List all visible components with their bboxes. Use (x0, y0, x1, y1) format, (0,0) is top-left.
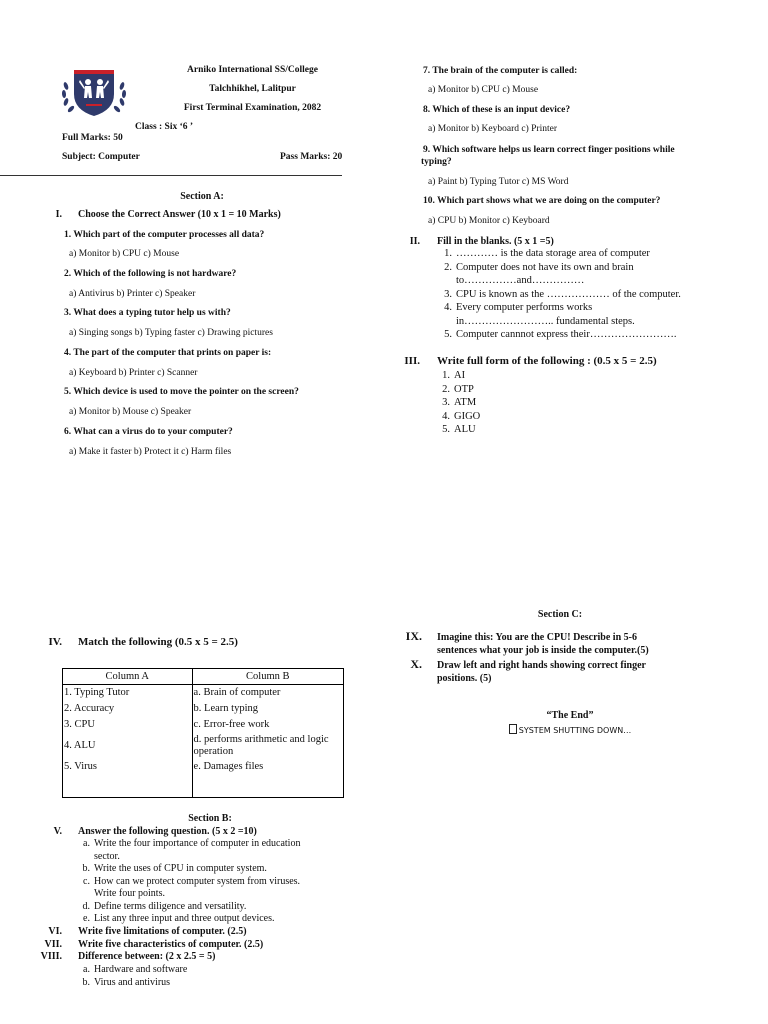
mcq-8-options: a) Monitor b) Keyboard c) Printer (428, 124, 558, 134)
header-divider (0, 175, 342, 176)
list-item: c. How can we protect computer system from viruses. Write four points. (83, 875, 301, 899)
shutdown-line: SYSTEM SHUTTING DOWN… (470, 724, 670, 735)
table-row (63, 685, 344, 701)
question-3-number: III. (404, 355, 420, 367)
pass-marks: Pass Marks: 20 (280, 152, 343, 162)
list-item: b. Virus and antivirus (82, 976, 171, 988)
question-10-text: Draw left and right hands showing correct finger positions. (5) (437, 660, 646, 684)
list-item: b. Write the uses of CPU in computer system. (82, 863, 267, 874)
mcq-9-options: a) Paint b) Typing Tutor c) MS Word (428, 177, 569, 187)
mcq-9-question-cont: typing? (421, 157, 452, 167)
mcq-5-question: 5. Which device is used to move the pointer on the screen? (64, 387, 299, 397)
mcq-10-question: 10. Which part shows what we are doing on the computer? (423, 196, 661, 206)
full-form-item: 4. GIGO (442, 410, 481, 422)
column-b-cell: c. Error-free work (192, 717, 343, 733)
the-end: “The End” (546, 710, 594, 721)
mcq-6-options: a) Make it faster b) Protect it c) Harm files (69, 447, 232, 457)
table-row (63, 717, 344, 733)
table-row-empty (63, 775, 344, 798)
table-row (63, 759, 344, 775)
question-8-number: VIII. (40, 951, 62, 962)
column-a-cell: 5. Virus (63, 759, 193, 775)
fill-blank-item: 5. Computer cannnot express their……………………. (444, 329, 677, 340)
mcq-4-question: 4. The part of the computer that prints on paper is: (64, 348, 272, 358)
full-form-item: 1. AI (442, 370, 466, 381)
mcq-1-options: a) Monitor b) CPU c) Mouse (69, 249, 180, 259)
column-b-cell: a. Brain of computer (192, 685, 343, 701)
exam-title: First Terminal Examination, 2082 (183, 103, 322, 113)
mcq-7-options: a) Monitor b) CPU c) Mouse (428, 85, 539, 95)
answer-questions-list (82, 838, 344, 926)
question-3-title: Write full form of the following : (0.5 x 5 = 2.5) (437, 355, 657, 367)
full-form-item: 5. ALU (442, 424, 476, 435)
subject-label: Subject: Computer (62, 152, 140, 162)
fill-blank-item: 1. ………… is the data storage area of computer (444, 248, 650, 259)
school-address: Talchhikhel, Lalitpur (209, 84, 296, 94)
school-logo (58, 64, 130, 120)
mcq-1-question: 1. Which part of the computer processes all data? (64, 230, 265, 240)
question-9-text: Imagine this: You are the CPU! Describe in 5-6 sentences what your job is inside the computer.(5) (437, 632, 649, 656)
class-label: Class : Six ‘6 ’ (135, 122, 194, 132)
difference-list (82, 964, 294, 989)
question-4-title: Match the following (0.5 x 5 = 2.5) (78, 636, 238, 648)
column-a-cell: 2. Accuracy (63, 701, 193, 717)
mcq-2-question: 2. Which of the following is not hardware? (64, 269, 237, 279)
column-a-header: Column A (63, 669, 193, 685)
question-9-number: IX. (405, 629, 422, 643)
question-1-title: Choose the Correct Answer (10 x 1 = 10 Marks) (78, 209, 281, 220)
question-1-number: I. (55, 209, 62, 220)
section-c-title: Section C: (537, 609, 583, 620)
mcq-7-question: 7. The brain of the computer is called: (423, 66, 578, 76)
question-7-title: Write five characteristics of computer. (2.5) (78, 939, 264, 950)
table-row (63, 733, 344, 759)
mcq-10-options: a) CPU b) Monitor c) Keyboard (428, 216, 550, 226)
list-item: a. Write the four importance of computer in education sector. (83, 838, 301, 862)
question-8-title: Difference between: (2 x 2.5 = 5) (78, 951, 216, 962)
fill-blank-item: 3. CPU is known as the ……………… of the computer. (444, 288, 681, 300)
question-5-title: Answer the following question. (5 x 2 =10) (78, 826, 257, 837)
column-b-cell: b. Learn typing (192, 701, 343, 717)
column-b-cell: d. performs arithmetic and logic operation (192, 733, 343, 759)
match-table-header (63, 669, 344, 685)
list-item: a. Hardware and software (83, 964, 188, 975)
full-form-item: 2. OTP (442, 383, 474, 395)
mcq-6-question: 6. What can a virus do to your computer? (64, 427, 233, 437)
mcq-9-question: 9. Which software helps us learn correct finger positions while (423, 145, 675, 155)
column-a-cell: 1. Typing Tutor (63, 685, 193, 701)
full-form-list (442, 369, 654, 437)
mcq-2-options: a) Antivirus b) Printer c) Speaker (69, 289, 196, 299)
column-b-cell: e. Damages files (192, 759, 343, 775)
column-a-cell: 4. ALU (63, 733, 193, 759)
fill-blank-item: 4. Every computer performs works in…………………….. fundamental steps. (444, 302, 635, 327)
section-a-title: Section A: (180, 191, 224, 202)
match-table (62, 668, 344, 798)
question-2-title: Fill in the blanks. (5 x 1 =5) (437, 236, 554, 247)
list-item: d. Define terms diligence and versatility. (82, 900, 247, 912)
question-10-number: X. (410, 657, 422, 671)
column-a-cell: 3. CPU (63, 717, 193, 733)
mcq-3-options: a) Singing songs b) Typing faster c) Drawing pictures (69, 328, 273, 338)
fill-blanks-list (444, 247, 746, 342)
full-form-item: 3. ATM (442, 397, 477, 408)
full-marks: Full Marks: 50 (62, 133, 123, 143)
question-2-number: II. (409, 236, 420, 247)
mcq-4-options: a) Keyboard b) Printer c) Scanner (69, 368, 198, 378)
school-name: Arniko International SS/College (187, 65, 318, 75)
question-6-title: Write five limitations of computer. (2.5) (78, 926, 247, 937)
question-7-number: VII. (44, 939, 62, 950)
table-row (63, 701, 344, 717)
question-4-number: IV. (48, 636, 62, 648)
mcq-3-question: 3. What does a typing tutor help us with? (64, 308, 231, 318)
fill-blank-item: 2. Computer does not have its own and brain to……………and…………… (444, 261, 634, 286)
question-5-number: V. (53, 826, 62, 837)
mcq-8-question: 8. Which of these is an input device? (423, 105, 571, 115)
question-6-number: VI. (48, 926, 62, 937)
list-item: e. List any three input and three output devices. (83, 913, 275, 924)
missing-glyph-icon (509, 724, 517, 734)
column-b-header: Column B (192, 669, 343, 685)
mcq-5-options: a) Monitor b) Mouse c) Speaker (69, 407, 192, 417)
section-b-title: Section B: (188, 813, 232, 824)
